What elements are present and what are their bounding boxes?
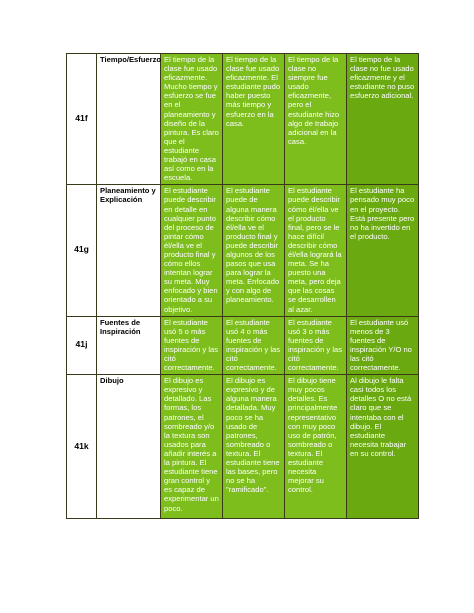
level-cell: El estudiante puede describir en detalle en cualquier punto del proceso de pintar cómo él/ella ve el producto final y cómo ellos intentan lograr su meta. Muy enfocado y bien orientado a su objetivo. [161, 185, 223, 316]
level-cell: El estudiante ha pensado muy poco en el proyecto. Está presente pero no ha invertido en el producto. [347, 185, 419, 316]
row-code: 41f [67, 54, 97, 185]
criterion-label: Dibujo [97, 375, 161, 519]
level-cell: El dibujo es expresivo y detallado. Las formas, los patrones, el sombreado y/o la textura son usados para añadir interés a la pintura. El estudiante tiene gran control y es capaz de experimentar un poco. [161, 375, 223, 519]
level-cell: El tiempo de la clase no fue usado eficazmente y el estudiante no puso esfuerzo adicional. [347, 54, 419, 185]
level-cell: El estudiante usó 5 o más fuentes de inspiración y las citó correctamente. [161, 316, 223, 375]
row-code: 41g [67, 185, 97, 316]
table-row [67, 316, 419, 375]
criterion-label: Fuentes de Inspiración [97, 316, 161, 375]
table-row [67, 185, 419, 316]
level-cell: El tiempo de la clase fue usado eficazmente. Mucho tiempo y esfuerzo se fue en el planeamiento y diseño de la pintura. Es claro que el estudiante trabajó en casa así como en la escuela. [161, 54, 223, 185]
criterion-label: Tiempo/Esfuerzo [97, 54, 161, 185]
table-row [67, 54, 419, 185]
level-cell: El estudiante usó menos de 3 fuentes de inspiración Y/O no las citó correctamente. [347, 316, 419, 375]
level-cell: El tiempo de la clase fue usado eficazmente. El estudiante pudo haber puesto más tiempo y esfuerzo en la casa. [223, 54, 285, 185]
row-code: 41k [67, 375, 97, 519]
level-cell: El dibujo es expresivo y de alguna manera detallada. Muy poco se ha usado de patrones, sombreado o textura. El estudiante tiene las bases, pero no se ha "ramificado". [223, 375, 285, 519]
level-cell: El estudiante usó 4 o más fuentes de inspiración y las citó correctamente. [223, 316, 285, 375]
level-cell: El dibujo tiene muy pocos detalles. Es principalmente representativo con muy poco uso de patrón, sombreado o textura. El estudiante necesita mejorar su control. [285, 375, 347, 519]
level-cell: El tiempo de la clase no siempre fue usado eficazmente, pero el estudiante hizo algo de trabajo adicional en la casa. [285, 54, 347, 185]
rubric-table [66, 53, 419, 519]
level-cell: El estudiante puede de alguna manera describir cómo él/ella ve el producto final y puede describir algunos de los pasos que usa para lograr la meta. Enfocado y con algo de planeamiento. [223, 185, 285, 316]
level-cell: El estudiante usó 3 o más fuentes de inspiración y las citó correctamente. [285, 316, 347, 375]
criterion-label: Planeamiento y Explicación [97, 185, 161, 316]
row-code: 41j [67, 316, 97, 375]
level-cell: El estudiante puede describir cómo él/ella ve el producto final, pero se le hace difícil describir cómo él/ella logrará la meta. Se ha puesto una meta, pero deja que las cosas se desarrollen al azar. [285, 185, 347, 316]
table-row [67, 375, 419, 519]
level-cell: Al dibujo le falta casi todos los detalles O no está claro que se intentaba con el dibujo. El estudiante necesita trabajar en su control. [347, 375, 419, 519]
